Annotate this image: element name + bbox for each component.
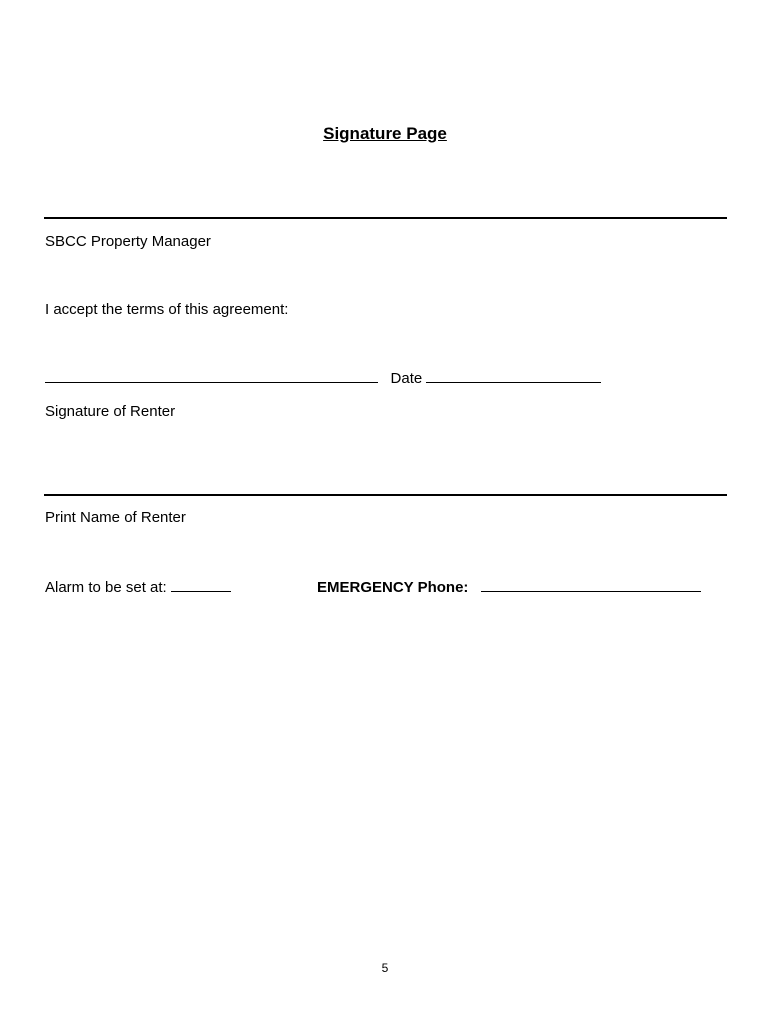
emergency-phone-label: EMERGENCY Phone: — [317, 579, 469, 596]
signature-date-row — [45, 369, 601, 387]
page-number: 5 — [381, 961, 389, 975]
emergency-phone-blank[interactable] — [481, 578, 701, 592]
alarm-label: Alarm to be set at: — [45, 579, 167, 596]
emergency-row — [317, 578, 701, 596]
page-title: Signature Page — [323, 124, 447, 143]
manager-signature-line — [44, 217, 727, 219]
renter-signature-blank[interactable] — [45, 369, 378, 383]
accept-terms-text: I accept the terms of this agreement: — [45, 301, 289, 318]
renter-signature-label: Signature of Renter — [45, 403, 176, 420]
print-name-label: Print Name of Renter — [45, 509, 186, 526]
manager-label: SBCC Property Manager — [45, 233, 211, 250]
date-blank[interactable] — [426, 369, 601, 383]
alarm-row — [45, 578, 231, 596]
print-name-line — [44, 494, 727, 496]
alarm-blank[interactable] — [171, 578, 231, 592]
date-label: Date — [390, 370, 423, 387]
